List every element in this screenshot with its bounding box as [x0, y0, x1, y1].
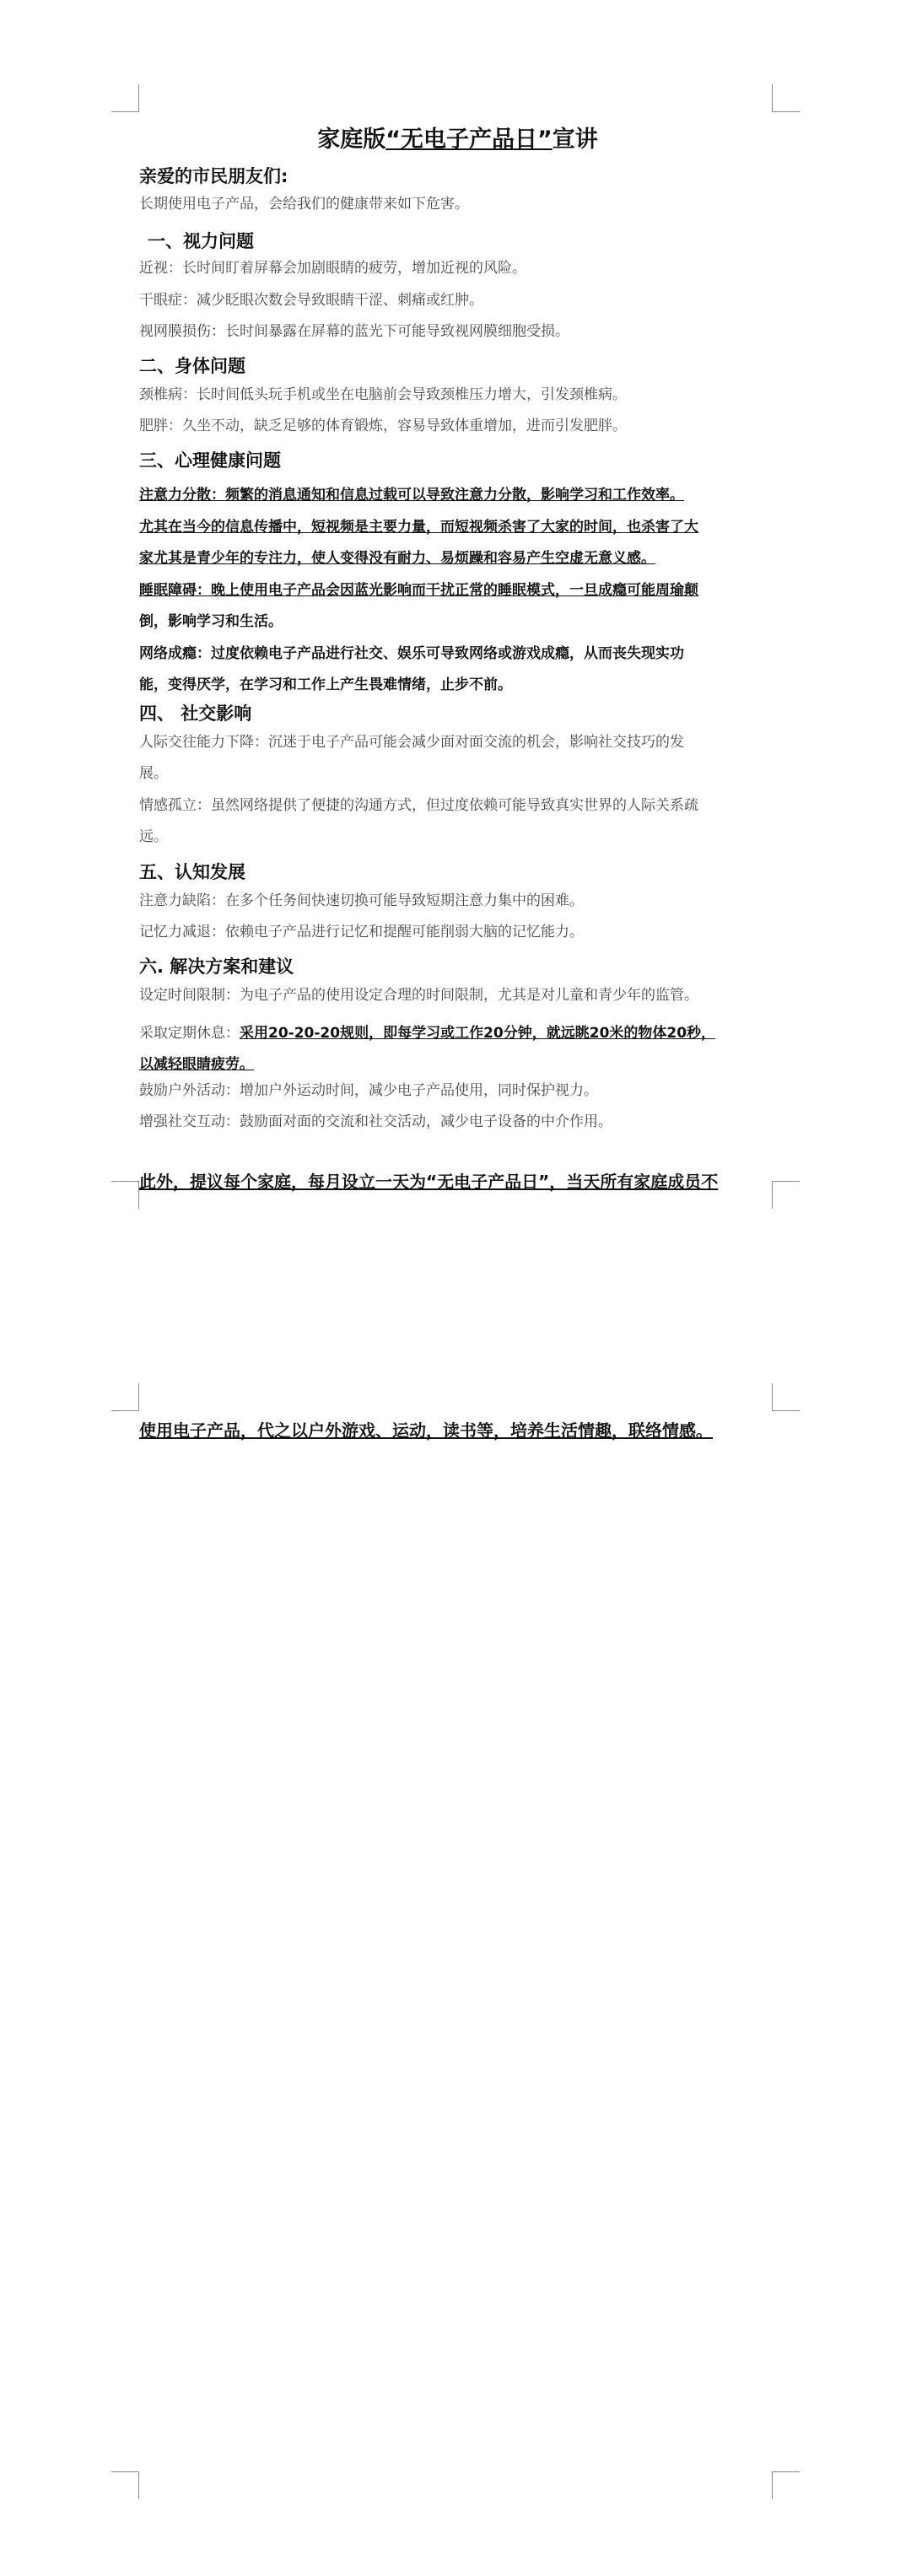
crop-mark [111, 1181, 139, 1209]
crop-mark [111, 2471, 139, 2499]
title-main: “无电子产品日” [385, 127, 553, 153]
page-title [139, 121, 776, 154]
title-suffix: 宣讲 [552, 127, 598, 153]
document-body [139, 0, 776, 1215]
paragraph: 以减轻眼睛疲劳。 [139, 1056, 254, 1073]
section-heading: 五、认知发展 [139, 862, 245, 882]
paragraph: 颈椎病：长时间低头玩手机或坐在电脑前会导致颈椎压力增大，引发颈椎病。 [139, 386, 627, 403]
paragraph: 肥胖：久坐不动，缺乏足够的体育锻炼，容易导致体重增加，进而引发肥胖。 [139, 418, 627, 434]
title-prefix: 家庭版 [317, 127, 386, 153]
paragraph: 干眼症：减少眨眼次数会导致眼睛干涩、刺痛或红肿。 [139, 292, 483, 309]
section-heading: 三、心理健康问题 [139, 450, 281, 471]
paragraph: 记忆力减退：依赖电子产品进行记忆和提醒可能削弱大脑的记忆能力。 [139, 924, 584, 940]
paragraph: 远。 [139, 828, 168, 845]
paragraph: 展。 [139, 765, 168, 782]
section-heading: 六. 解决方案和建议 [139, 957, 294, 977]
paragraph: 视网膜损伤：长时间暴露在屏幕的蓝光下可能导致视网膜细胞受损。 [139, 323, 569, 340]
crop-mark [111, 84, 139, 112]
paragraph-emphasis: 采用20-20-20规则，即每学习或工作20分钟，就远眺20米的物体20秒， [240, 1025, 716, 1042]
intro-text: 长期使用电子产品，会给我们的健康带来如下危害。 [139, 196, 469, 213]
paragraph: 能，变得厌学，在学习和工作上产生畏难情绪，止步不前。 [139, 676, 512, 693]
paragraph: 近视：长时间盯着屏幕会加剧眼睛的疲劳，增加近视的风险。 [139, 260, 526, 277]
section-heading: 二、身体问题 [139, 356, 245, 376]
greeting: 亲爱的市民朋友们: [139, 166, 288, 186]
paragraph: 鼓励户外活动：增加户外运动时间，减少电子产品使用，同时保护视力。 [139, 1082, 598, 1099]
paragraph: 设定时间限制：为电子产品的使用设定合理的时间限制，尤其是对儿童和青少年的监管。 [139, 987, 698, 1004]
paragraph: 网络成瘾：过度依赖电子产品进行社交、娱乐可导致网络或游戏成瘾，从而丧失现实功 [139, 645, 684, 662]
paragraph: 倒，影响学习和生活。 [139, 613, 283, 630]
paragraph: 使用电子产品，代之以户外游戏、运动，读书等，培养生活情趣，联络情感。 [139, 1420, 713, 1441]
paragraph-label: 采取定期休息： [139, 1025, 240, 1042]
paragraph: 注意力缺陷：在多个任务间快速切换可能导致短期注意力集中的困难。 [139, 892, 584, 909]
document-body [139, 1383, 776, 2576]
paragraph: 人际交往能力下降：沉迷于电子产品可能会减少面对面交流的机会，影响社交技巧的发 [139, 734, 684, 751]
paragraph [139, 1021, 715, 1042]
page-2 [0, 1383, 911, 2576]
page-1 [0, 0, 911, 1215]
section-heading: 一、视力问题 [148, 231, 254, 251]
paragraph: 家尤其是青少年的专注力，使人变得没有耐力、易烦躁和容易产生空虚无意义感。 [139, 550, 655, 567]
paragraph: 尤其在当今的信息传播中，短视频是主要力量，而短视频杀害了大家的时间，也杀害了大 [139, 519, 698, 536]
crop-mark [111, 1383, 139, 1411]
section-heading: 四、 社交影响 [139, 703, 252, 724]
paragraph: 此外，提议每个家庭，每月设立一天为“无电子产品日”，当天所有家庭成员不 [139, 1172, 719, 1192]
paragraph: 情感孤立：虽然网络提供了便捷的沟通方式，但过度依赖可能导致真实世界的人际关系疏 [139, 797, 698, 814]
paragraph: 增强社交互动：鼓励面对面的交流和社交活动，减少电子设备的中介作用。 [139, 1113, 612, 1130]
paragraph: 睡眠障碍：晚上使用电子产品会因蓝光影响而干扰正常的睡眠模式，一旦成瘾可能周瑜颠 [139, 582, 698, 599]
paragraph: 注意力分散：频繁的消息通知和信息过载可以导致注意力分散，影响学习和工作效率。 [139, 487, 684, 504]
